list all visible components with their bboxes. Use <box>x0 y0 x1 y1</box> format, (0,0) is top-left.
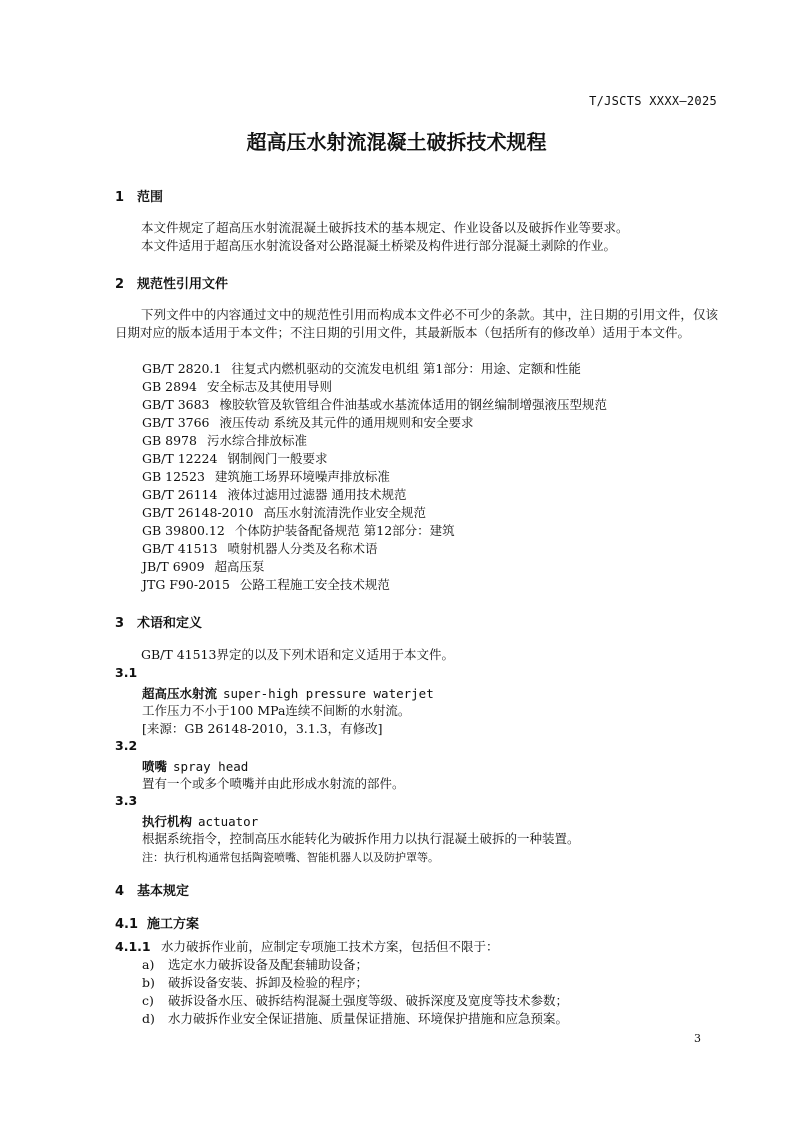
section-number: 1 <box>115 190 125 205</box>
section-2-heading <box>115 273 228 292</box>
term-heading <box>142 812 258 830</box>
clause-text: 水力破拆作业前，应制定专项施工技术方案，包括但不限于： <box>161 939 499 954</box>
reference-code: GB/T 41513 <box>142 541 218 556</box>
list-marker: c) <box>142 993 154 1008</box>
reference-item <box>142 558 265 576</box>
term-chinese: 超高压水射流 <box>142 686 218 701</box>
term-definition: 根据系统指令，控制高压水能转化为破拆作用力以执行混凝土破拆的一种装置。 <box>142 831 580 846</box>
reference-item <box>142 432 307 450</box>
list-marker: b) <box>142 975 155 990</box>
term-note: 注：执行机构通常包括陶瓷喷嘴、智能机器人以及防护罩等。 <box>142 851 439 864</box>
subsection-title: 施工方案 <box>147 917 200 932</box>
term-heading <box>142 757 248 775</box>
term-number: 3.2 <box>115 738 138 753</box>
reference-title: 公路工程施工安全技术规范 <box>239 577 390 592</box>
list-item <box>142 992 568 1010</box>
list-text: 选定水力破拆设备及配套辅助设备； <box>168 957 369 972</box>
term-source: [来源：GB 26148-2010，3.1.3，有修改] <box>142 721 383 736</box>
term-definition: 置有一个或多个喷嘴并由此形成水射流的部件。 <box>142 776 405 791</box>
reference-title: 橡胶软管及软管组合件油基或水基流体适用的钢丝编制增强液压型规范 <box>219 397 608 412</box>
subsection-4-1-heading <box>115 913 199 932</box>
reference-code: GB/T 2820.1 <box>142 361 222 376</box>
reference-code: GB/T 26148-2010 <box>142 505 254 520</box>
scope-paragraph-2: 本文件适用于超高压水射流设备对公路混凝土桥梁及构件进行部分混凝土剥除的作业。 <box>141 238 617 253</box>
term-chinese: 执行机构 <box>142 814 193 829</box>
term-heading <box>142 684 434 702</box>
reference-title: 钢制阀门一般要求 <box>227 451 328 466</box>
section-title: 术语和定义 <box>137 616 203 631</box>
reference-code: GB 12523 <box>142 469 205 484</box>
reference-item <box>142 540 377 558</box>
list-text: 破拆设备水压、破拆结构混凝土强度等级、破拆深度及宽度等技术参数； <box>168 993 569 1008</box>
reference-code: JB/T 6909 <box>142 559 205 574</box>
subsection-number: 4.1 <box>115 917 139 932</box>
term-english: actuator <box>198 814 259 829</box>
list-text: 水力破拆作业安全保证措施、质量保证措施、环境保护措施和应急预案。 <box>168 1011 569 1026</box>
reference-item <box>142 414 474 432</box>
section-4-heading <box>115 880 189 899</box>
clause-number: 4.1.1 <box>115 939 151 954</box>
document-title: 超高压水射流混凝土破拆技术规程 <box>246 130 547 154</box>
reference-title: 安全标志及其使用导则 <box>206 379 332 394</box>
reference-title: 往复式内燃机驱动的交流发电机组 第1部分：用途、定额和性能 <box>231 361 581 376</box>
term-english: spray head <box>173 759 249 774</box>
section-title: 基本规定 <box>137 884 190 899</box>
reference-title: 污水综合排放标准 <box>206 433 307 448</box>
reference-code: GB/T 3766 <box>142 415 210 430</box>
reference-item <box>142 360 581 378</box>
reference-title: 个体防护装备配备规范 第12部分：建筑 <box>234 523 455 538</box>
list-item <box>142 974 368 992</box>
list-marker: d) <box>142 1011 155 1026</box>
reference-code: GB/T 12224 <box>142 451 218 466</box>
reference-title: 超高压泵 <box>214 559 265 574</box>
term-definition: 工作压力不小于100 MPa连续不间断的水射流。 <box>142 703 411 718</box>
section-title: 范围 <box>137 190 164 205</box>
reference-code: GB/T 26114 <box>142 487 218 502</box>
reference-title: 高压水射流清洗作业安全规范 <box>263 505 427 520</box>
reference-code: GB 39800.12 <box>142 523 225 538</box>
reference-item <box>142 468 390 486</box>
reference-item <box>142 378 332 396</box>
list-marker: a) <box>142 957 155 972</box>
reference-item <box>142 576 390 594</box>
section-3-heading <box>115 612 202 631</box>
references-intro: 下列文件中的内容通过文中的规范性引用而构成本文件必不可少的条款。其中，注日期的引用文件，仅该日期对应的版本适用于本文件；不注日期的引用文件，其最新版本（包括所有的修改单）适用于本文件。 <box>115 307 718 340</box>
list-item <box>142 1010 568 1028</box>
scope-paragraph-1: 本文件规定了超高压水射流混凝土破拆技术的基本规定、作业设备以及破拆作业等要求。 <box>141 220 629 235</box>
reference-item <box>142 504 426 522</box>
section-1-heading <box>115 186 163 205</box>
reference-code: JTG F90-2015 <box>142 577 230 592</box>
section-title: 规范性引用文件 <box>137 277 229 292</box>
term-number: 3.1 <box>115 665 138 680</box>
section-number: 3 <box>115 616 125 631</box>
reference-item <box>142 522 455 540</box>
reference-item <box>142 486 406 504</box>
term-chinese: 喷嘴 <box>142 759 168 774</box>
reference-code: GB/T 3683 <box>142 397 210 412</box>
page-number: 3 <box>694 1032 701 1045</box>
term-number: 3.3 <box>115 793 138 808</box>
reference-title: 喷射机器人分类及名称术语 <box>227 541 378 556</box>
reference-code: GB 8978 <box>142 433 197 448</box>
clause-4-1-1 <box>115 938 499 956</box>
terms-intro: GB/T 41513界定的以及下列术语和定义适用于本文件。 <box>141 647 454 662</box>
section-number: 2 <box>115 277 125 292</box>
document-code: T/JSCTS XXXX—2025 <box>589 94 717 108</box>
list-item <box>142 956 368 974</box>
term-english: super-high pressure waterjet <box>223 686 434 701</box>
reference-title: 液压传动 系统及其元件的通用规则和安全要求 <box>219 415 474 430</box>
reference-title: 建筑施工场界环境噪声排放标准 <box>214 469 390 484</box>
reference-title: 液体过滤用过滤器 通用技术规范 <box>227 487 407 502</box>
reference-item <box>142 396 607 414</box>
reference-code: GB 2894 <box>142 379 197 394</box>
list-text: 破拆设备安装、拆卸及检验的程序； <box>168 975 369 990</box>
reference-item <box>142 450 327 468</box>
section-number: 4 <box>115 884 125 899</box>
